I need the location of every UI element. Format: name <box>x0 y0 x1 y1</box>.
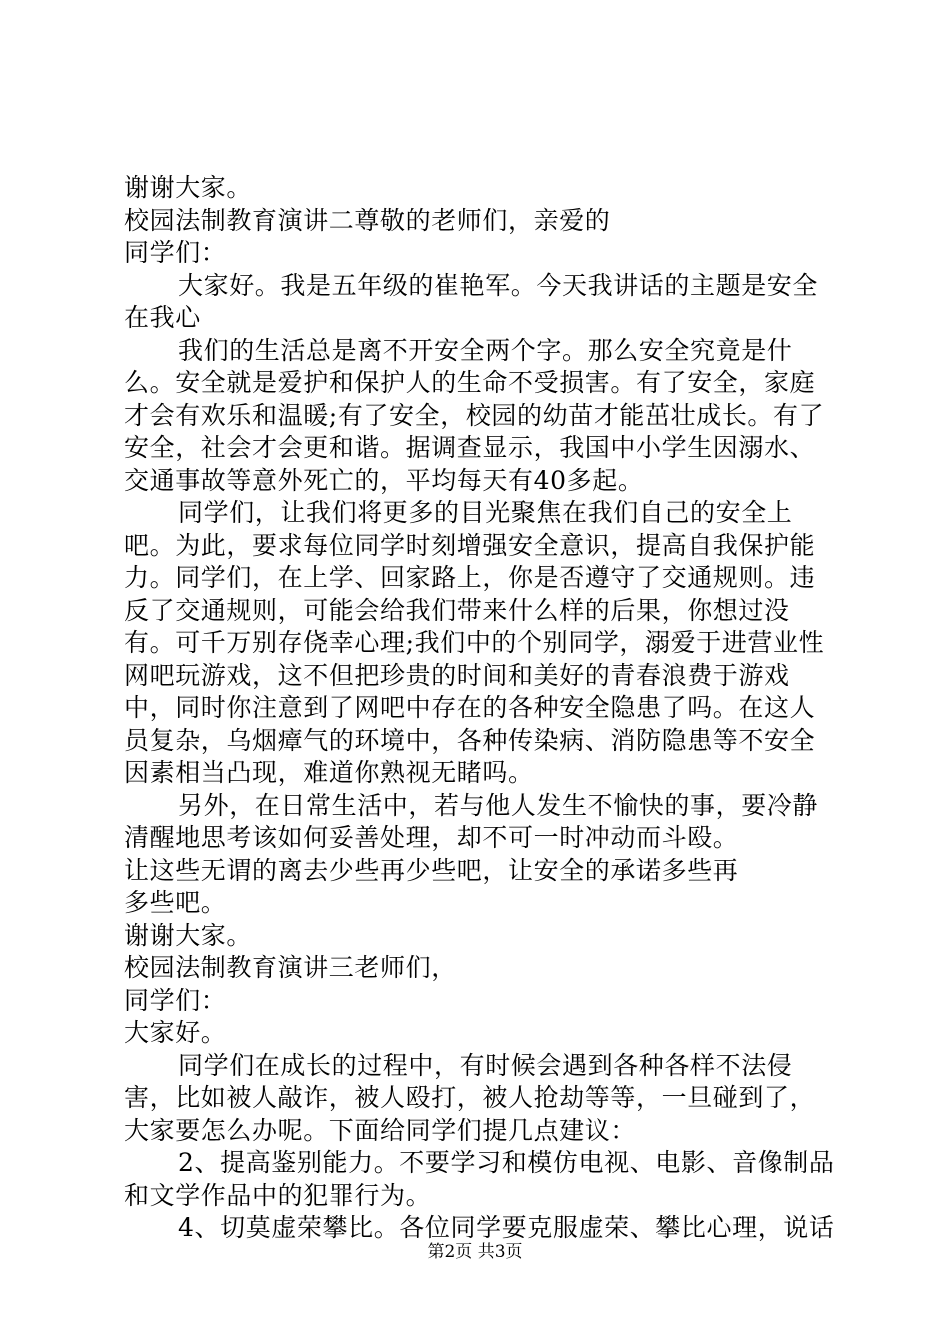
paragraph: 校园法制教育演讲二尊敬的老师们，亲爱的 <box>124 205 611 235</box>
paragraph: 谢谢大家。 <box>124 920 253 950</box>
paragraph: 大家好。 <box>124 1018 227 1047</box>
paragraph: 让这些无谓的离去少些再少些吧，让安全的承诺多些再 <box>124 855 739 885</box>
paragraph: 同学们，让我们将更多的目光聚焦在我们自己的安全上吧。为此，要求每位同学时刻增强安全意识，提高自我保护能力。同学们，在上学、回家路上，你是否遵守了交通规则。违反了交通规则，可能会给我们带来什么样的后果，你想过没有。可千万别存侥幸心理;我们中的个别同学，溺爱于进营业性网吧玩游戏，这不但把珍贵的时间和美好的青春浪费于游戏中，同时你注意到了网吧中存在的各种安全隐患了吗。在这人员复杂，乌烟瘴气的环境中，各种传染病、消防隐患等不安全因素相当凸现，难道你熟视无睹吗。 <box>124 498 825 787</box>
paragraph: 4、切莫虚荣攀比。各位同学要克服虚荣、攀比心理，说话 <box>178 1213 835 1242</box>
paragraph: 另外，在日常生活中，若与他人发生不愉快的事，要冷静清醒地思考该如何妥善处理，却不可一时冲动而斗殴。 <box>124 790 819 852</box>
page-footer: 第2页 共3页 <box>427 1242 523 1262</box>
paragraph: 大家好。我是五年级的崔艳军。今天我讲话的主题是安全在我心 <box>124 270 819 332</box>
paragraph: 同学们： <box>124 985 227 1015</box>
paragraph: 多些吧。 <box>124 888 227 917</box>
paragraph: 我们的生活总是离不开安全两个字。那么安全究竟是什么。安全就是爱护和保护人的生命不受损害。有了安全，家庭才会有欢乐和温暖;有了安全，校园的幼苗才能茁壮成长。有了安全，社会才会更和谐。据调查显示，我国中小学生因溺水、交通事故等意外死亡的，平均每天有40多起。 <box>124 335 825 495</box>
body-text <box>124 172 836 1245</box>
paragraph: 校园法制教育演讲三老师们， <box>124 953 457 982</box>
paragraph: 谢谢大家。 <box>124 173 253 202</box>
paragraph: 同学们： <box>124 238 227 267</box>
paragraph: 同学们在成长的过程中，有时候会遇到各种各样不法侵害，比如被人敲诈，被人殴打，被人抢劫等等，一旦碰到了，大家要怎么办呢。下面给同学们提几点建议： <box>124 1050 816 1145</box>
paragraph: 2、提高鉴别能力。不要学习和模仿电视、电影、音像制品和文学作品中的犯罪行为。 <box>124 1148 835 1210</box>
